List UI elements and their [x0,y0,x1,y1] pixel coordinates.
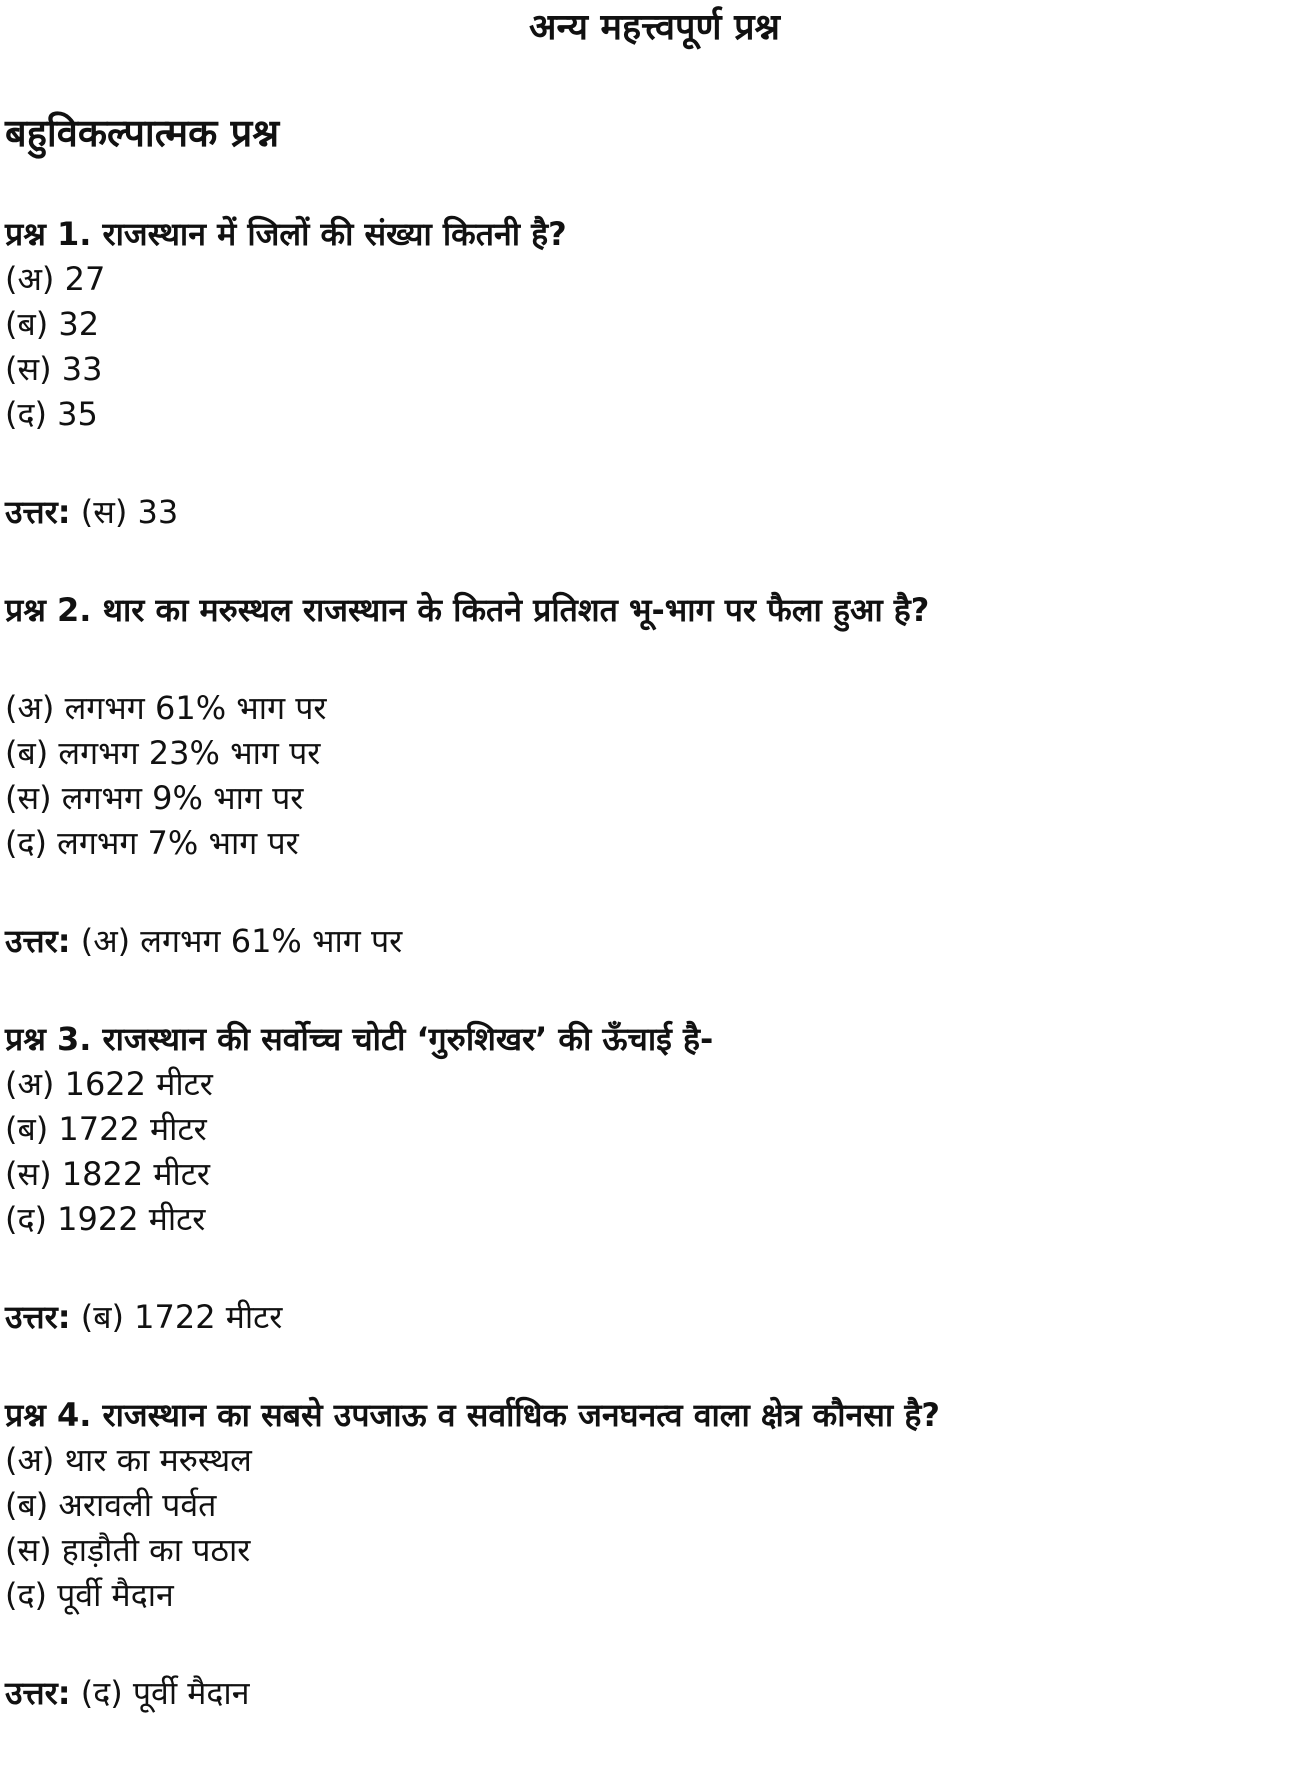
question-3-option-b: (ब) 1722 मीटर [5,1110,207,1148]
question-1: प्रश्न 1. राजस्थान में जिलों की संख्या कितनी है? [5,215,567,253]
question-2-answer [5,919,402,963]
question-3-option-a: (अ) 1622 मीटर [5,1065,213,1103]
question-3-option-d: (द) 1922 मीटर [5,1200,206,1238]
answer-value: (द) पूर्वी मैदान [80,1674,250,1712]
question-3-answer [5,1295,282,1339]
question-1-option-d: (द) 35 [5,395,98,433]
answer-label: उत्तर: [5,493,71,531]
question-1-option-b: (ब) 32 [5,305,100,343]
answer-value: (अ) लगभग 61% भाग पर [80,922,403,960]
answer-value: (स) 33 [80,493,179,531]
question-4-option-d: (द) पूर्वी मैदान [5,1576,174,1614]
question-4: प्रश्न 4. राजस्थान का सबसे उपजाऊ व सर्वाधिक जनघनत्व वाला क्षेत्र कौनसा है? [5,1396,940,1434]
question-4-option-b: (ब) अरावली पर्वत [5,1486,217,1524]
question-2-option-a: (अ) लगभग 61% भाग पर [5,689,327,727]
section-heading: बहुविकल्पात्मक प्रश्न [5,111,280,155]
answer-label: उत्तर: [5,1674,71,1712]
question-3: प्रश्न 3. राजस्थान की सर्वोच्च चोटी ‘गुरुशिखर’ की ऊँचाई है- [5,1020,714,1058]
question-2-option-d: (द) लगभग 7% भाग पर [5,824,299,862]
answer-label: उत्तर: [5,922,71,960]
answer-label: उत्तर: [5,1298,71,1336]
question-2-option-b: (ब) लगभग 23% भाग पर [5,734,321,772]
question-4-answer [5,1671,249,1715]
question-1-answer [5,490,178,534]
question-1-option-c: (स) 33 [5,350,103,388]
question-2: प्रश्न 2. थार का मरुस्थल राजस्थान के कितने प्रतिशत भू-भाग पर फैला हुआ है? [5,591,930,629]
question-4-option-c: (स) हाड़ौती का पठार [5,1531,251,1569]
question-2-option-c: (स) लगभग 9% भाग पर [5,779,304,817]
page-title: अन्य महत्त्वपूर्ण प्रश्न [528,7,781,48]
answer-value: (ब) 1722 मीटर [80,1298,283,1336]
question-1-option-a: (अ) 27 [5,260,106,298]
question-4-option-a: (अ) थार का मरुस्थल [5,1441,252,1479]
question-3-option-c: (स) 1822 मीटर [5,1155,211,1193]
